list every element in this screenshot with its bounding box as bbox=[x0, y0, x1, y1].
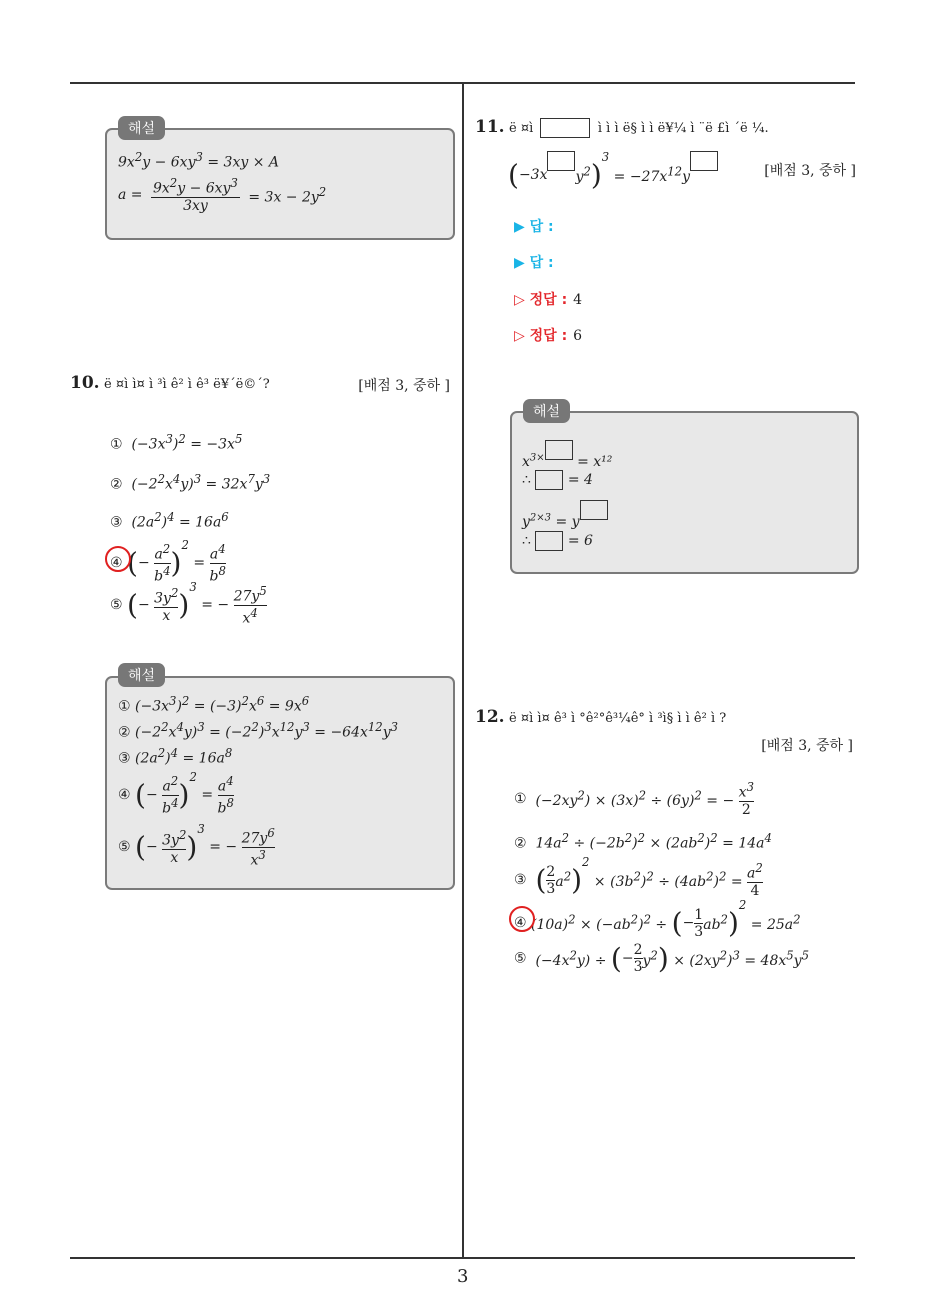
answer-field-1[interactable] bbox=[514, 216, 560, 236]
solution-11-line-2: ∴ = 4 bbox=[522, 472, 593, 488]
question-10-number: 10. bbox=[70, 373, 100, 393]
question-12-number: 12. bbox=[475, 707, 505, 727]
solution-10-line-4: ④ (− $\frac{a^2}{b^4}$ )$^2$ = $\frac{a^4}{b^8}$ bbox=[118, 770, 234, 817]
solution-9-line-2: a = $\frac{9x^2y - 6xy^3}{3xy}$ = $3x - 2y^2$ bbox=[118, 176, 327, 214]
correct-answer-label-2: ▷ 정답 : bbox=[514, 328, 568, 344]
answer-label-2: ▶ 답 : bbox=[514, 255, 554, 271]
solution-10-line-1: ① $(-3x^3)^2 = (-3)^2x^6 = 9x^6$ bbox=[118, 694, 310, 715]
solution-tag-9: 해설 bbox=[118, 116, 165, 140]
q12-option-3[interactable]: ③ ( $\frac{2}{3}$ $a^2)^2 \times (3b^2)^2 \div (4ab^2)^2$ = $\frac{a^2}{4}$ bbox=[514, 855, 763, 899]
column-divider bbox=[462, 82, 464, 1258]
question-12-header bbox=[475, 707, 855, 727]
solution-9-line-1: $9x^2y - 6xy^3 = 3xy \times A$ bbox=[118, 150, 280, 171]
correct-answer-1 bbox=[514, 289, 582, 309]
q12-option-5[interactable]: ⑤ $(-4x^2y)$ ÷ (− $\frac{2}{3}$ $y^2) \times (2xy^2)^3 = 48x^5y^5$ bbox=[514, 942, 810, 975]
question-11-text-b: ì ì ì ë§ ì ì ë¥¼ ì ¨ë £ì ´ë ¼. bbox=[597, 121, 769, 136]
question-12-score: [배점 3, 중하 ] bbox=[761, 738, 853, 754]
solution-tag-10: 해설 bbox=[118, 663, 165, 687]
question-11-equation: (−3x $y^2)^3 = -27x^{12}y$ bbox=[508, 150, 718, 192]
correct-answer-value-2: 6 bbox=[573, 328, 583, 344]
question-12-text: ë ¤ì ì¤ ê³ ì °ê²°ê³¼ê° ì ³ì§ ì ì ê² ì ? bbox=[509, 711, 727, 726]
page-number: 3 bbox=[457, 1266, 469, 1287]
q12-option-2[interactable]: ② $14a^2 \div (-2b^2)^2 \times (2ab^2)^2 = 14a^4$ bbox=[514, 831, 772, 852]
question-11-number: 11. bbox=[475, 117, 505, 137]
q12-option-1[interactable]: ① $(-2xy^2) \times (3x)^2 \div (6y)^2$ = − $\frac{x^3}{2}$ bbox=[514, 780, 754, 818]
question-10-header bbox=[70, 373, 450, 393]
solution-10-line-3: ③ $(2a^2)^4 = 16a^8$ bbox=[118, 746, 233, 767]
selected-answer-circle-q10 bbox=[105, 546, 131, 572]
bottom-rule bbox=[70, 1257, 855, 1259]
question-10-text: ë ¤ì ì¤ ì ³ì ê² ì ê³ ë¥´ë©´? bbox=[104, 377, 270, 392]
solution-10-line-5: ⑤ (− $\frac{3y^2}{x}$ )$^3$ = − $\frac{27y^6}{x^3}$ bbox=[118, 822, 275, 869]
q10-option-2[interactable]: ② $(-2^2x^4y)^3 = 32x^7y^3$ bbox=[110, 472, 271, 493]
selected-answer-circle-q12 bbox=[509, 906, 535, 932]
q10-option-1[interactable]: ① $(-3x^3)^2 = -3x^5$ bbox=[110, 432, 243, 453]
question-11-score: [배점 3, 중하 ] bbox=[764, 163, 856, 179]
correct-answer-label-1: ▷ 정답 : bbox=[514, 292, 568, 308]
q10-option-5[interactable]: ⑤ (− $\frac{3y^2}{x}$ )$^3$ = − $\frac{27y^5}{x^4}$ bbox=[110, 580, 267, 627]
solution-10-line-2: ② $(-2^2x^4y)^3 = (-2^2)^3x^{12}y^3 = -64x^{12}y^3$ bbox=[118, 720, 399, 741]
question-11-blank-box[interactable] bbox=[540, 118, 590, 138]
q10-option-3[interactable]: ③ $(2a^2)^4 = 16a^6$ bbox=[110, 510, 229, 531]
correct-answer-2 bbox=[514, 325, 582, 345]
equation-blank-2[interactable] bbox=[690, 151, 718, 171]
question-11-header bbox=[475, 117, 855, 138]
solution-11-line-4: ∴ = 6 bbox=[522, 533, 593, 549]
equation-blank-1[interactable] bbox=[547, 151, 575, 171]
question-11-text-a: ë ¤ì bbox=[509, 121, 538, 136]
solution-11-line-3: $y^{2\times 3} = y$ bbox=[522, 500, 608, 530]
correct-answer-value-1: 4 bbox=[573, 292, 583, 308]
solution-11-line-1: $x^{3\times} = x^{12}$ bbox=[522, 440, 612, 470]
q10-option-4[interactable]: ④ (− $\frac{a^2}{b^4}$ )$^2$ = $\frac{a^4}{b^8}$ bbox=[110, 538, 226, 585]
q12-option-4[interactable]: ④ $(10a)^2 \times (-ab^2)^2$ ÷ (− $\frac{1}{3}$ $ab^2)^2 = 25a^2$ bbox=[514, 898, 801, 940]
solution-tag-11: 해설 bbox=[523, 399, 570, 423]
answer-field-2[interactable] bbox=[514, 252, 560, 272]
question-10-score: [배점 3, 중하 ] bbox=[358, 378, 450, 394]
answer-label-1: ▶ 답 : bbox=[514, 219, 554, 235]
